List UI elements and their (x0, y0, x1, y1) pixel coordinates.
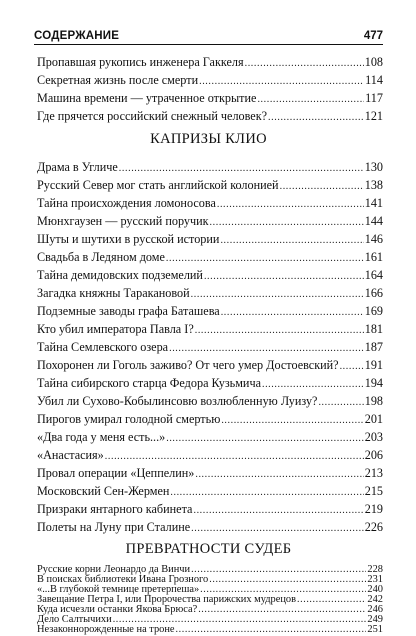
toc-entry-page: 117 (365, 91, 383, 105)
toc-entry (37, 107, 383, 125)
toc-entry (37, 392, 383, 410)
toc-entry-title: «Анастасия» (37, 448, 104, 462)
toc-entry (37, 464, 383, 482)
toc-entry-page: 242 (367, 594, 383, 605)
toc-entry-title: Драма в Угличе (37, 160, 118, 174)
toc-entry (37, 71, 383, 89)
toc-entry-page: 114 (365, 73, 383, 87)
toc-entry-page: 169 (364, 304, 383, 318)
dot-leader (209, 575, 366, 585)
section-heading: ПРЕВРАТНОСТИ СУДЕБ (125, 541, 292, 557)
toc-entry (37, 428, 383, 446)
toc-entry (37, 500, 383, 518)
page-number: 477 (363, 30, 383, 42)
section-heading: КАПРИЗЫ КЛИО (150, 131, 267, 147)
toc-entry-title: Незаконнорожденные на троне (37, 624, 175, 635)
toc-entry-title: Загадка княжны Таракановой (37, 286, 190, 300)
dot-leader (297, 595, 366, 605)
toc-entry-title: Свадьба в Ледяном доме (37, 250, 165, 264)
toc-entry-page: 138 (364, 178, 383, 192)
toc-entry-page: 226 (364, 520, 383, 534)
running-head: СОДЕРЖАНИЕ (34, 30, 120, 42)
toc-entry (37, 89, 383, 107)
dot-leader (176, 625, 367, 635)
toc-entry-title: В поисках библиотеки Ивана Грозного (37, 574, 209, 585)
toc-entry-page: 181 (364, 322, 383, 336)
toc-entry (37, 518, 383, 536)
toc-entry-title: Подземные заводы графа Баташева (37, 304, 220, 318)
toc-entry (37, 194, 383, 212)
toc-entry-title: Убил ли Сухово-Кобылинсовю возлюбленную Луизу? (37, 394, 318, 408)
toc-entry (37, 212, 383, 230)
toc-entry (37, 446, 383, 464)
toc-entry (37, 302, 383, 320)
toc-entry (37, 482, 383, 500)
toc-entry (37, 320, 383, 338)
toc-entry-page: 141 (364, 196, 383, 210)
toc-entry-page: 164 (364, 268, 383, 282)
page-header (34, 26, 383, 45)
toc-entry-title: Где прячется российский снежный человек? (37, 109, 268, 123)
toc-entry-title: Машина времени — утраченное открытие (37, 91, 257, 105)
dot-leader (198, 605, 366, 615)
toc-entry-page: 251 (367, 624, 383, 635)
toc-entry-title: Кто убил императора Павла I? (37, 322, 194, 336)
toc-entry (37, 374, 383, 392)
toc-entry-page: 144 (364, 214, 383, 228)
toc-entry-page: 166 (364, 286, 383, 300)
toc-entry-page: 130 (364, 160, 383, 174)
dot-leader (191, 520, 364, 538)
toc-entry-page: 194 (364, 376, 383, 390)
toc-entry (37, 625, 383, 635)
toc-entry-title: Похоронен ли Гоголь заживо? От чего умер Достоевский? (37, 358, 339, 372)
toc-entry-title: «...В глубокой темнице претерпеша» (37, 584, 200, 595)
toc-entry-page: 203 (364, 430, 383, 444)
toc-entry-page: 231 (367, 574, 383, 585)
toc-entry (37, 284, 383, 302)
toc-entry (37, 53, 383, 71)
toc-entry (37, 338, 383, 356)
toc-entry-title: Русский Север мог стать английской колонией (37, 178, 279, 192)
toc-entry (37, 248, 383, 266)
toc-entry-title: Мюнхгаузен — русский поручик (37, 214, 209, 228)
toc-entry-page: 219 (364, 502, 383, 516)
toc-entry-title: Тайна демидовских подземелий (37, 268, 203, 282)
toc-entry-page: 198 (364, 394, 383, 408)
toc-entry-title: Шуты и шутихи в русской истории (37, 232, 220, 246)
toc-entry (37, 266, 383, 284)
toc-entry-page: 246 (367, 604, 383, 615)
toc-entry-title: Тайна происхождения ломоносова (37, 196, 216, 210)
toc-entry (37, 176, 383, 194)
toc-entry-page: 191 (364, 358, 383, 372)
toc-entry-page: 249 (367, 614, 383, 625)
toc-entry-page: 215 (364, 484, 383, 498)
toc-entry-page: 240 (367, 584, 383, 595)
toc-entry-title: Пирогов умирал голодной смертью (37, 412, 221, 426)
toc-entry-title: Призраки янтарного кабинета (37, 502, 193, 516)
toc-entry-title: Русские корни Леонардо да Винчи (37, 564, 191, 575)
toc-entry (37, 158, 383, 176)
toc-entry-page: 213 (364, 466, 383, 480)
toc-entry-title: Тайна Семлевского озера (37, 340, 169, 354)
toc-entry-title: Полеты на Луну при Сталине (37, 520, 191, 534)
toc-entry-page: 201 (364, 412, 383, 426)
toc-entry-page: 108 (364, 55, 383, 69)
toc-entry-title: Завещание Петра I, или Пророчества парижских мудрецов (37, 594, 297, 605)
toc-entry-page: 146 (364, 232, 383, 246)
toc-entry-title: Дело Салтычихи (37, 614, 112, 625)
toc-entry-page: 121 (364, 109, 383, 123)
toc-entry-title: Московский Сен-Жермен (37, 484, 170, 498)
toc-entry (37, 230, 383, 248)
toc-entry-page: 161 (364, 250, 383, 264)
dot-leader (191, 565, 366, 575)
toc-entry-page: 187 (364, 340, 383, 354)
toc-entry (37, 356, 383, 374)
toc-entry-title: Тайна сибирского старца Федора Кузьмича (37, 376, 261, 390)
toc-entry-title: «Два года у меня есть...» (37, 430, 166, 444)
toc-entry-page: 228 (367, 564, 383, 575)
toc-entry-page: 206 (364, 448, 383, 462)
dot-leader (268, 109, 364, 127)
toc-entry-title: Пропавшая рукопись инженера Гаккеля (37, 55, 244, 69)
toc-entry (37, 410, 383, 428)
toc-entry-title: Секретная жизнь после смерти (37, 73, 199, 87)
toc-entry-title: Провал операции «Цеппелин» (37, 466, 195, 480)
toc-entry-title: Куда исчезли останки Якова Брюса? (37, 604, 198, 615)
